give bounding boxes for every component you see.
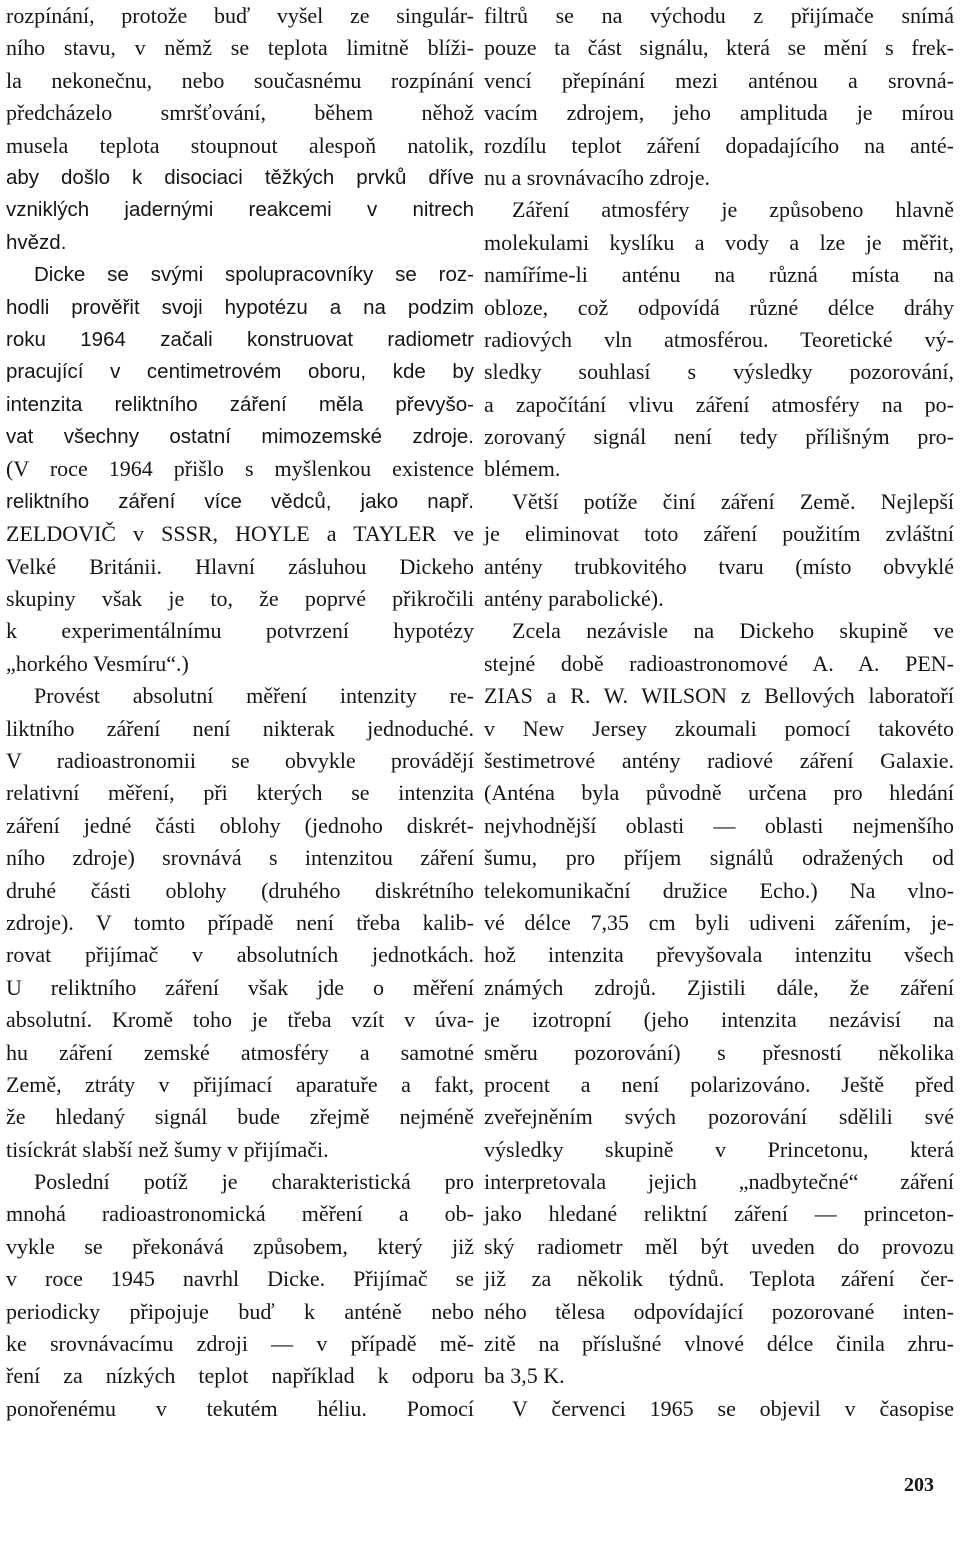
text-line: zorovaný signál není tedy přílišným pro-: [484, 424, 954, 450]
text-line: rozpínání, protože buď vyšel ze singulár-: [6, 3, 474, 28]
text-line: ření za nízkých teplot například k odporu: [6, 1363, 474, 1389]
text-line: druhé části oblohy (druhého diskrétního: [6, 877, 474, 903]
text-line: v roce 1945 navrhl Dicke. Přijímač se: [6, 1266, 474, 1292]
text-line: rozdílu teplot záření dopadajícího na anté-: [484, 132, 954, 158]
text-line: tisíckrát slabší než šumy v přijímači.: [6, 1136, 329, 1162]
text-line: antény parabolické).: [484, 586, 664, 612]
text-line: vacím zdrojem, jeho amplituda je mírou: [484, 100, 954, 126]
text-line: molekulami kyslíku a vody a lze je měřit,: [484, 229, 954, 255]
text-line: absolutní. Kromě toho je třeba vzít v úva-: [6, 1007, 474, 1033]
text-line: známých zdrojů. Zjistili dále, že záření: [484, 974, 954, 1000]
text-line: V radioastronomii se obvykle provádějí: [6, 747, 474, 773]
text-line: telekomunikační družice Echo.) Na vlno-: [484, 877, 954, 903]
text-line: ský radiometr měl být uveden do provozu: [484, 1233, 954, 1259]
text-line: stejné době radioastronomové A. A. PEN-: [484, 650, 954, 676]
text-line: pouze ta část signálu, která se mění s frek-: [484, 35, 954, 61]
text-line: zdroje). V tomto případě není třeba kalib-: [6, 909, 474, 935]
text-line: Země, ztráty v přijímací aparatuře a fakt,: [6, 1071, 474, 1097]
text-line: U reliktního záření však jde o měření: [6, 974, 474, 1000]
text-line: v New Jersey zkoumali pomocí takovéto: [484, 715, 954, 741]
text-line: nu a srovnávacího zdroje.: [484, 164, 711, 190]
text-line: periodicky připojuje buď k anténě nebo: [6, 1298, 474, 1324]
text-line: vé délce 7,35 cm byli udiveni zářením, je-: [484, 909, 954, 935]
text-line: „horkého Vesmíru“.): [6, 650, 189, 676]
text-line: Větší potíže činí záření Země. Nejlepší: [512, 488, 954, 514]
right-text-column: [484, 0, 954, 1425]
text-line: zitě na příslušné vlnové délce činila zhru-: [484, 1331, 954, 1357]
text-line: la nekonečnu, nebo současnému rozpínání: [6, 67, 474, 93]
text-line: rovat přijímač v absolutních jednotkách.: [6, 942, 474, 968]
text-line: procent a není polarizováno. Ještě před: [484, 1071, 954, 1097]
text-line: jako hledané reliktní záření — princeton-: [484, 1201, 954, 1227]
text-line: hodli prověřit svoji hypotézu a na podzim: [6, 295, 474, 319]
text-line: Poslední potíž je charakteristická pro: [34, 1169, 474, 1195]
text-line: šumu, pro příjem signálů odražených od: [484, 845, 954, 871]
text-line: reliktního záření více vědců, jako např.: [6, 489, 474, 513]
text-line: je izotropní (jeho intenzita nezávisí na: [484, 1007, 954, 1033]
text-line: mnohá radioastronomická měření a ob-: [6, 1201, 474, 1227]
text-line: ke srovnávacímu zdroji — v případě mě-: [6, 1331, 474, 1357]
text-line: (V roce 1964 přišlo s myšlenkou existence: [6, 456, 474, 482]
text-line: ZIAS a R. W. WILSON z Bellových laboratoří: [484, 683, 954, 709]
text-line: hvězd.: [6, 230, 67, 254]
text-line: Zcela nezávisle na Dickeho skupině ve: [512, 618, 954, 644]
text-line: hož intenzita převyšovala intenzitu všech: [484, 942, 954, 968]
text-line: Dicke se svými spolupracovníky se roz-: [34, 263, 474, 287]
text-line: že hledaný signál bude zřejmě nejméně: [6, 1104, 474, 1130]
text-line: je eliminovat toto záření použitím zvláštní: [484, 521, 954, 547]
text-line: ba 3,5 K.: [484, 1363, 565, 1389]
text-line: předcházelo smršťování, během něhož: [6, 100, 474, 126]
text-line: ponořenému v tekutém héliu. Pomocí: [6, 1395, 474, 1421]
text-line: nejvhodnější oblasti — oblasti nejmenšího: [484, 812, 954, 838]
text-line: ného tělesa odpovídající pozorované inten-: [484, 1298, 954, 1324]
text-line: skupiny však je to, že poprvé přikročili: [6, 586, 474, 612]
text-line: interpretovala jejich „nadbytečné“ záření: [484, 1169, 954, 1195]
text-line: liktního záření není nikterak jednoduché.: [6, 715, 474, 741]
text-line: vykle se překonává způsobem, který již: [6, 1233, 474, 1259]
text-line: ního zdroje) srovnává s intenzitou záření: [6, 845, 474, 871]
text-line: a započítání vlivu záření atmosféry na po-: [484, 391, 954, 417]
text-line: již za několik týdnů. Teplota záření čer-: [484, 1266, 954, 1292]
text-line: k experimentálnímu potvrzení hypotézy: [6, 618, 474, 644]
text-line: šestimetrové antény radiové záření Galaxie.: [484, 747, 954, 773]
text-line: směru pozorování) s přesností několika: [484, 1039, 954, 1065]
text-line: obloze, což odpovídá různé délce dráhy: [484, 294, 954, 320]
text-line: pracující v centimetrovém oboru, kde by: [6, 360, 474, 384]
text-line: filtrů se na východu z přijímače snímá: [484, 3, 954, 28]
text-line: musela teplota stoupnout alespoň natolik,: [6, 132, 474, 158]
text-line: záření jedné části oblohy (jednoho diskrét-: [6, 812, 474, 838]
text-line: výsledky skupině v Princetonu, která: [484, 1136, 954, 1162]
text-line: vat všechny ostatní mimozemské zdroje.: [6, 425, 474, 449]
text-line: hu záření zemské atmosféry a samotné: [6, 1039, 474, 1065]
text-line: (Anténa byla původně určena pro hledání: [484, 780, 954, 806]
text-line: namíříme-li anténu na různá místa na: [484, 262, 954, 288]
text-line: sledky souhlasí s výsledky pozorování,: [484, 359, 954, 385]
text-line: relativní měření, při kterých se intenzita: [6, 780, 474, 806]
left-text-column: [6, 0, 474, 1425]
text-line: V červenci 1965 se objevil v časopise: [512, 1395, 954, 1421]
page-number: 203: [904, 1474, 934, 1496]
text-line: ZELDOVIČ v SSSR, HOYLE a TAYLER ve: [6, 521, 474, 547]
text-line: vencí přepínání mezi anténou a srovná-: [484, 67, 954, 93]
text-line: vzniklých jadernými reakcemi v nitrech: [6, 198, 474, 222]
text-line: aby došlo k disociaci těžkých prvků dříve: [6, 165, 474, 189]
text-line: Záření atmosféry je způsobeno hlavně: [512, 197, 954, 223]
text-line: antény trubkovitého tvaru (místo obvyklé: [484, 553, 954, 579]
text-line: Velké Británii. Hlavní zásluhou Dickeho: [6, 553, 474, 579]
text-line: roku 1964 začali konstruovat radiometr: [6, 327, 474, 351]
text-line: Provést absolutní měření intenzity re-: [34, 683, 474, 709]
text-line: zveřejněním svých pozorování sdělili své: [484, 1104, 954, 1130]
text-line: intenzita reliktního záření měla převyšo-: [6, 392, 474, 416]
text-line: blémem.: [484, 456, 561, 482]
text-line: radiových vln atmosférou. Teoretické vý-: [484, 326, 954, 352]
text-line: ního stavu, v němž se teplota limitně blíži-: [6, 35, 474, 61]
